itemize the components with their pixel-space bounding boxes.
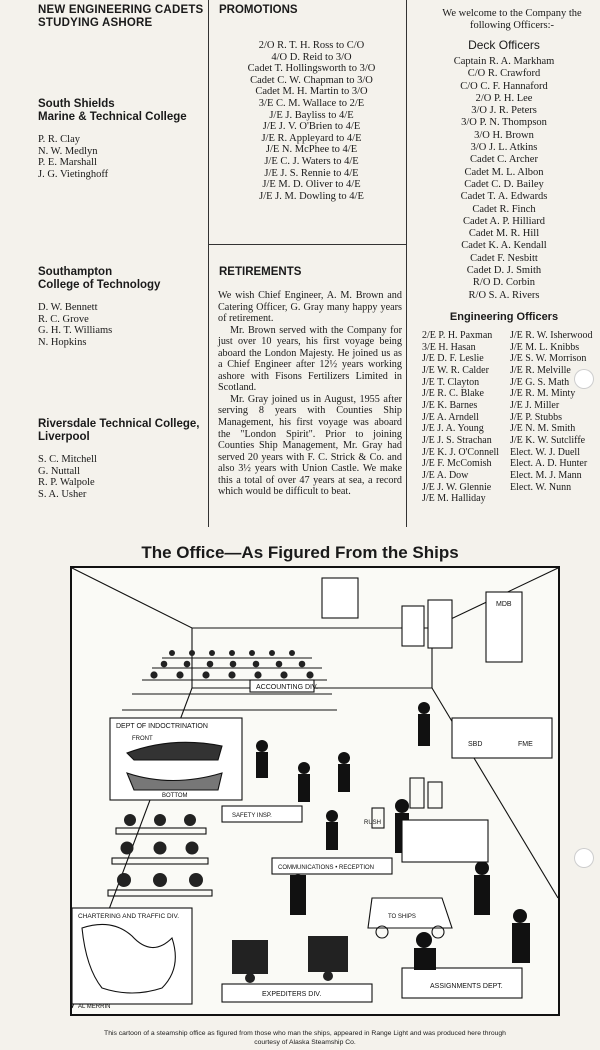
paragraph: We wish Chief Engineer, A. M. Brown and Catering Officer, G. Gray many happy years of retirement. xyxy=(218,290,402,325)
list-item: J/E S. W. Morrison xyxy=(510,353,587,365)
list-item: 3/O P. N. Thompson xyxy=(461,117,547,129)
list-item: 3/E C. M. Wallace to 2/E xyxy=(258,97,365,109)
chartering-label: CHARTERING AND TRAFFIC DIV. xyxy=(78,913,180,920)
list-item: J/E J. S. Rennie to 4/E xyxy=(264,167,359,179)
list-item: J/E M. Halliday xyxy=(422,493,486,505)
student-list xyxy=(38,134,208,180)
list-item: Cadet C. D. Bailey xyxy=(464,178,544,190)
to-ships-cart xyxy=(368,898,452,928)
list-item: J/E R. Melville xyxy=(510,364,571,376)
ceiling-outline xyxy=(72,568,558,628)
list-item: Elect. W. J. Duell xyxy=(510,446,580,458)
accounting-label: ACCOUNTING DIV. xyxy=(256,684,318,691)
artist-signature: AL MERRIN xyxy=(78,1004,111,1010)
list-item: J/E R. W. Isherwood xyxy=(510,330,593,341)
front-label: FRONT xyxy=(132,736,153,742)
college-name: Riversdale Technical College, Liverpool xyxy=(38,418,200,443)
welcome-intro: We welcome to the Company the following Officers:- xyxy=(442,8,582,31)
list-item: Cadet T. A. Edwards xyxy=(460,191,548,203)
list-item: J/E G. S. Math xyxy=(510,376,570,388)
list-item: Elect. A. D. Hunter xyxy=(510,458,588,470)
list-item: J/E D. F. Leslie xyxy=(422,353,484,365)
list-item: J/E J. M. Dowling to 4/E xyxy=(259,190,364,202)
clerk-figures xyxy=(150,650,313,679)
promotions-heading: PROMOTIONS xyxy=(219,4,298,16)
list-item: J/E W. R. Calder xyxy=(422,364,489,376)
filing-cabinet xyxy=(402,820,488,862)
list-item: Captain R. A. Markham xyxy=(453,56,555,67)
list-item: J/E K. Barnes xyxy=(422,399,478,411)
list-item: J/E J. Miller xyxy=(510,399,560,411)
list-item: J/E M. D. Oliver to 4/E xyxy=(262,179,361,191)
binder-hole-icon xyxy=(574,848,594,868)
list-item: N. W. Medlyn xyxy=(38,145,98,157)
list-item: J/E K. J. O'Connell xyxy=(422,446,500,458)
list-item: J/E N. McPhee to 4/E xyxy=(265,144,358,156)
list-item: J/E F. McComish xyxy=(422,458,492,470)
list-item: Cadet M. L. Albon xyxy=(464,166,544,178)
office-cartoon-illustration xyxy=(70,566,560,1016)
communications-label: COMMUNICATIONS • RECEPTION xyxy=(278,865,374,871)
chartering-map-area xyxy=(72,908,192,1004)
list-item: J/E M. L. Knibbs xyxy=(510,341,580,353)
list-item: Elect. W. Nunn xyxy=(510,481,572,493)
rush-label: RUSH xyxy=(364,820,382,826)
list-item: Cadet F. Nesbitt xyxy=(470,252,538,264)
list-item: 3/E H. Hasan xyxy=(422,341,476,353)
student-list xyxy=(38,302,208,348)
list-item: Elect. M. J. Mann xyxy=(510,469,582,481)
list-item: J/E K. W. Sutcliffe xyxy=(510,434,586,446)
sbd-label: SBD xyxy=(468,741,483,748)
list-item: J/E J. Bayliss to 4/E xyxy=(269,109,354,121)
assignments-label: ASSIGNMENTS DEPT. xyxy=(430,983,503,990)
college-name: Southampton College of Technology xyxy=(38,266,161,291)
binder-hole-icon xyxy=(574,369,594,389)
retirements-heading: RETIREMENTS xyxy=(219,266,302,278)
list-item: Cadet A. P. Hilliard xyxy=(463,215,545,227)
paragraph: Mr. Brown served with the Company for just over 10 years, his first voyage being aboard the London Majesty. He joined us as a Chief Engineer after 12½ years working ashore with Fisons Fertilizers Limited in Scotland. xyxy=(218,324,402,394)
cartoon-drawing xyxy=(72,568,558,1014)
safety-label: SAFETY INSP. xyxy=(232,813,272,819)
list-item: J/E J. S. Strachan xyxy=(422,434,492,446)
list-item: Cadet C. Archer xyxy=(470,154,538,166)
list-item: S. A. Usher xyxy=(38,488,87,500)
college-south-shields xyxy=(38,98,208,180)
reception-counter xyxy=(452,718,552,758)
list-item: P. R. Clay xyxy=(38,134,81,145)
list-item: G. Nuttall xyxy=(38,465,80,477)
classroom-students xyxy=(117,814,203,887)
list-item: J/E A. Dow xyxy=(422,469,469,481)
list-item: J/E C. J. Waters to 4/E xyxy=(264,155,359,167)
retirements-body xyxy=(218,290,402,498)
list-item: J/E P. Stubbs xyxy=(510,411,562,423)
list-item: 3/O J. L. Atkins xyxy=(470,142,538,154)
list-item: J/E J. V. O'Brien to 4/E xyxy=(262,121,361,133)
expediters-label: EXPEDITERS DIV. xyxy=(262,991,322,998)
list-item: Cadet T. Hollingsworth to 3/O xyxy=(247,63,376,75)
list-item: R. P. Walpole xyxy=(38,477,95,489)
list-item: R/O D. Corbin xyxy=(472,277,536,289)
notice-board xyxy=(322,578,358,618)
list-item: Cadet M. R. Hill xyxy=(468,228,540,240)
promotions-retirements-divider xyxy=(208,244,406,245)
college-riversdale xyxy=(38,418,208,500)
door xyxy=(428,600,452,648)
list-item: Cadet D. J. Smith xyxy=(466,265,542,277)
promotions-list xyxy=(219,40,404,202)
list-item: J/E A. Arndell xyxy=(422,411,479,423)
mdb-label: MDB xyxy=(496,601,512,608)
list-item: Cadet K. A. Kendall xyxy=(461,240,547,252)
column-divider-1 xyxy=(208,0,209,527)
cartoon-title: The Office—As Figured From the Ships xyxy=(141,543,459,562)
list-item: P. E. Marshall xyxy=(38,157,97,169)
list-item: 4/O D. Reid to 3/O xyxy=(271,51,352,63)
cartoon-caption: This cartoon of a steamship office as figured from those who man the ships, appeared in Range Light and was produced here through courtesy of Alaska Steamship Co. xyxy=(104,1030,506,1046)
list-item: J/E R. M. Minty xyxy=(510,388,576,400)
list-item: J/E N. M. Smith xyxy=(510,423,576,435)
list-item: J. G. Vietinghoff xyxy=(38,168,109,180)
list-item: 2/E P. H. Paxman xyxy=(422,330,493,341)
list-item: 3/O J. R. Peters xyxy=(471,105,537,117)
cadets-heading: NEW ENGINEERING CADETS STUDYING ASHORE xyxy=(38,4,204,29)
engineering-officers-list-right xyxy=(510,330,600,493)
deck-officers-list xyxy=(414,56,594,302)
list-item: G. H. T. Williams xyxy=(38,325,113,337)
list-item: Cadet C. W. Chapman to 3/O xyxy=(250,74,373,86)
paragraph: Mr. Gray joined us in August, 1955 after serving 8 years with Counties Ship Management, his first voyage was aboard the "London Spirit". Prior to joining Counties Ship Management, Mr. Gray had served 20 years with F. C. Strick & Co. and also 3½ years with Union Castle. We make this a total of over 47 years at sea, a record which would be difficult to beat. xyxy=(218,393,402,498)
engineering-officers-heading: Engineering Officers xyxy=(449,311,559,323)
list-item: J/E T. Clayton xyxy=(422,376,480,388)
to-ships-label: TO SHIPS xyxy=(388,914,416,920)
list-item: R. C. Grove xyxy=(38,313,89,325)
list-item: J/E J. A. Young xyxy=(422,423,484,435)
column-divider-2 xyxy=(406,0,407,527)
list-item: J/E R. Appleyard to 4/E xyxy=(261,132,362,144)
list-item: Cadet R. Finch xyxy=(472,203,536,215)
indoctrination-label: DEPT OF INDOCTRINATION xyxy=(116,723,208,730)
list-item: 2/O R. T. H. Ross to C/O xyxy=(258,40,365,51)
list-item: C/O C. F. Hannaford xyxy=(460,80,548,92)
engineering-officers-list-left xyxy=(422,330,520,505)
list-item: Cadet M. H. Martin to 3/O xyxy=(255,86,368,98)
list-item: D. W. Bennett xyxy=(38,302,98,313)
list-item: C/O R. Crawford xyxy=(467,68,541,80)
list-item: N. Hopkins xyxy=(38,336,87,348)
newspaper-readers xyxy=(232,936,348,983)
college-name: South Shields Marine & Technical College xyxy=(38,98,187,123)
list-item: 2/O P. H. Lee xyxy=(475,92,533,104)
list-item: 3/O H. Brown xyxy=(474,129,534,141)
list-item: J/E J. W. Glennie xyxy=(422,481,492,493)
deck-officers-heading: Deck Officers xyxy=(468,38,540,52)
bottom-label: BOTTOM xyxy=(162,793,188,799)
college-southampton xyxy=(38,266,208,348)
fme-label: FME xyxy=(518,741,533,748)
door xyxy=(402,606,424,646)
student-list xyxy=(38,454,208,500)
list-item: R/O S. A. Rivers xyxy=(468,289,540,301)
list-item: J/E R. C. Blake xyxy=(422,388,484,400)
list-item: S. C. Mitchell xyxy=(38,454,97,465)
